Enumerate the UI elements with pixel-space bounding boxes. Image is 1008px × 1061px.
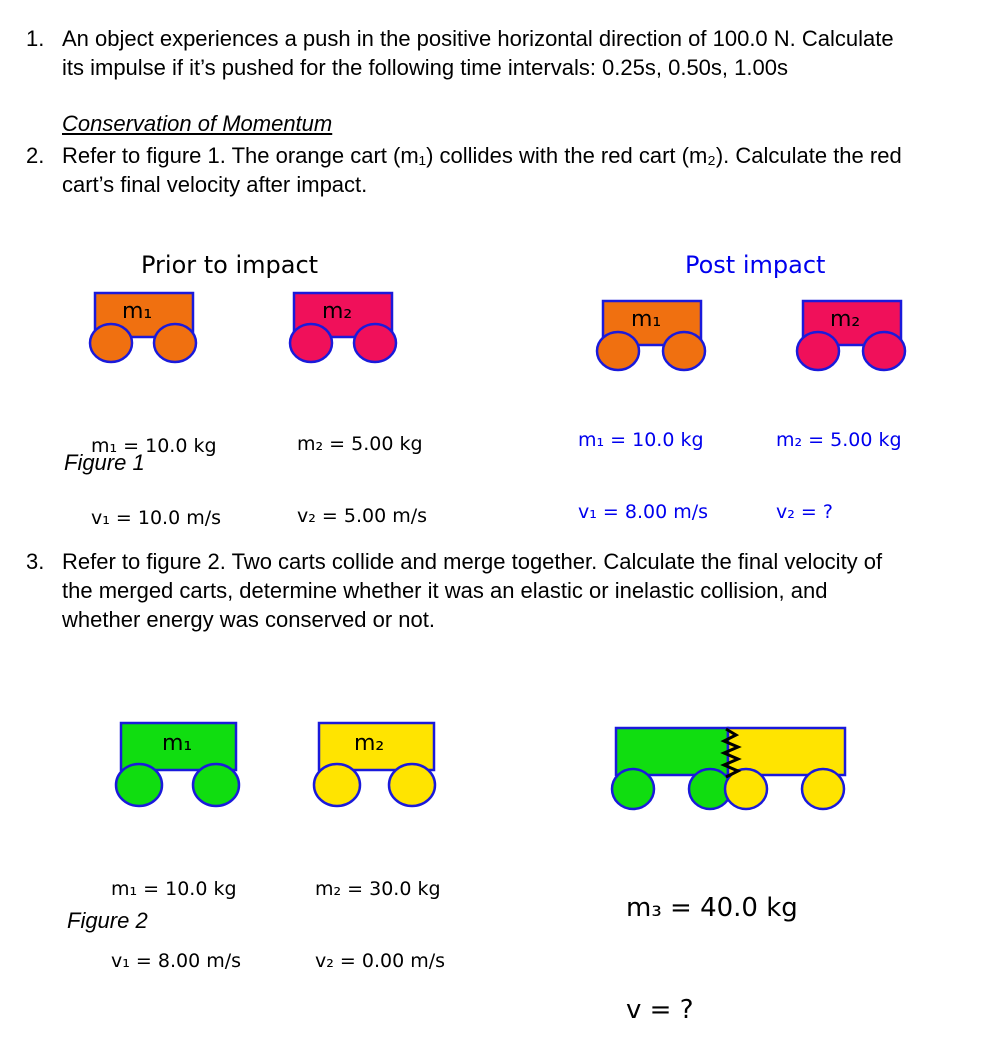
cart-m1-prior xyxy=(90,293,196,362)
value-line: m₁ = 10.0 kg xyxy=(111,878,237,900)
cart-label: m₁ xyxy=(162,731,193,756)
value-line: m₂ = 5.00 kg xyxy=(297,433,423,455)
value-line: m₁ = 10.0 kg xyxy=(91,435,217,457)
post-impact-heading: Post impact xyxy=(685,251,826,279)
post-cart1-values xyxy=(578,380,708,548)
figure-2-caption: Figure 2 xyxy=(67,908,148,933)
question-text-line: its impulse if it’s pushed for the following time intervals: 0.25s, 0.50s, 1.00s xyxy=(62,55,788,80)
question-text-line: An object experiences a push in the positive horizontal direction of 100.0 N. Calculate xyxy=(62,26,894,51)
cart-m2-yellow xyxy=(314,723,435,806)
value-line: v₁ = 8.00 m/s xyxy=(578,501,709,523)
value-line: m₃ = 40.0 kg xyxy=(626,893,798,923)
prior-impact-heading: Prior to impact xyxy=(141,251,319,279)
value-line: v₂ = ? xyxy=(776,501,833,523)
value-line: m₂ = 30.0 kg xyxy=(315,878,441,900)
merged-carts xyxy=(612,728,845,809)
value-line: v₂ = 0.00 m/s xyxy=(315,950,446,972)
value-line: v = ? xyxy=(626,995,694,1025)
question-number: 3. xyxy=(26,549,45,574)
value-line: v₂ = 5.00 m/s xyxy=(297,505,428,527)
cart-label: m₁ xyxy=(631,307,662,332)
cart-m2-prior xyxy=(290,293,396,362)
value-line: m₁ = 10.0 kg xyxy=(578,429,704,451)
cart-label: m₂ xyxy=(322,299,353,324)
value-line: v₁ = 10.0 m/s xyxy=(91,507,222,529)
value-line: v₁ = 8.00 m/s xyxy=(111,950,242,972)
section-heading: Conservation of Momentum xyxy=(62,111,333,136)
post-cart2-values xyxy=(776,380,902,548)
prior-cart2-values xyxy=(297,384,427,552)
question-number: 1. xyxy=(26,26,45,51)
question-text-line: the merged carts, determine whether it was an elastic or inelastic collision, and xyxy=(62,578,828,603)
fig2-cart2-values xyxy=(315,829,445,997)
cart-m1-green xyxy=(116,723,239,806)
cart-label: m₂ xyxy=(830,307,861,332)
question-text-line: whether energy was conserved or not. xyxy=(62,607,435,632)
merged-values xyxy=(626,823,798,1061)
cart-label: m₁ xyxy=(122,299,153,324)
cart-m2-post xyxy=(797,301,905,370)
question-text-line: cart’s final velocity after impact. xyxy=(62,172,368,197)
question-text-line: Refer to figure 1. The orange cart (m₁) collides with the red cart (m₂). Calculate the red xyxy=(62,143,902,168)
cart-label: m₂ xyxy=(354,731,385,756)
question-text-line: Refer to figure 2. Two carts collide and merge together. Calculate the final velocity of xyxy=(62,549,883,574)
question-number: 2. xyxy=(26,143,45,168)
cart-m1-post xyxy=(597,301,705,370)
figure-1-caption: Figure 1 xyxy=(64,450,145,475)
value-line: m₂ = 5.00 kg xyxy=(776,429,902,451)
